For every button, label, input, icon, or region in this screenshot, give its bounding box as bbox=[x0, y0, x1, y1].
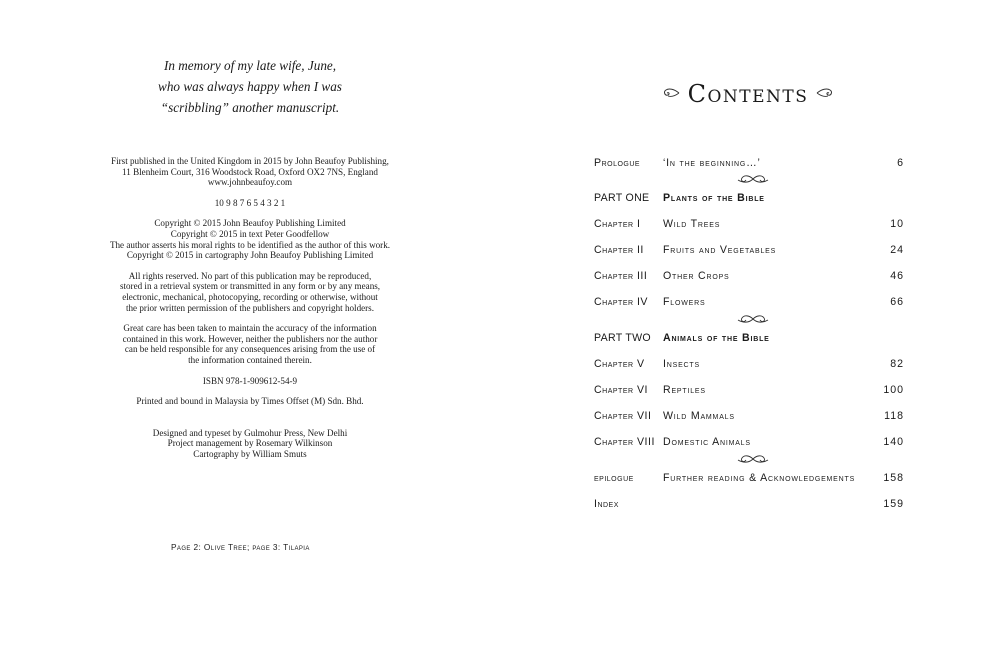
dedication-line: who was always happy when I was bbox=[158, 79, 342, 94]
imprint-line: The author asserts his moral rights to be identified as the author of this work. bbox=[109, 239, 391, 250]
toc-entry-chapter-3[interactable] bbox=[594, 270, 904, 286]
disclaimer-block bbox=[90, 323, 410, 365]
toc-label: Chapter II bbox=[594, 244, 644, 256]
imprint-line: Designed and typeset by Gulmohur Press, New Delhi bbox=[152, 427, 348, 438]
toc-label: Prologue bbox=[594, 157, 641, 169]
isbn: ISBN 978-1-909612-54-9 bbox=[202, 375, 298, 386]
toc-entry-part-two[interactable] bbox=[594, 332, 904, 348]
toc-label: PART ONE bbox=[594, 192, 650, 204]
toc-entry-part-one[interactable] bbox=[594, 192, 904, 208]
imprint-line: 11 Blenheim Court, 316 Woodstock Road, Oxford OX2 7NS, England bbox=[122, 166, 378, 177]
imprint-line: Project management by Rosemary Wilkinson bbox=[167, 438, 333, 449]
toc-entry-chapter-7[interactable] bbox=[594, 410, 904, 426]
imprint-line: stored in a retrieval system or transmitted in any form or by any means, bbox=[119, 281, 381, 292]
toc-title: Further reading & Acknowledgements bbox=[663, 472, 856, 484]
imprint-line: All rights reserved. No part of this publication may be reproduced, bbox=[128, 270, 372, 281]
right-page bbox=[498, 0, 996, 647]
imprint-line: Great care has been taken to maintain the accuracy of the information bbox=[123, 323, 377, 334]
section-ornament-icon bbox=[735, 454, 771, 464]
toc-page-number: 118 bbox=[884, 410, 904, 422]
toc-entry-chapter-2[interactable] bbox=[594, 244, 904, 260]
toc-title: Plants of the Bible bbox=[663, 192, 765, 204]
toc-title: Wild Trees bbox=[663, 218, 721, 230]
printing-line: 10 9 8 7 6 5 4 3 2 1 bbox=[214, 197, 286, 208]
section-ornament-icon bbox=[735, 174, 771, 184]
toc-page-number: 100 bbox=[883, 384, 904, 396]
toc-entry-chapter-8[interactable] bbox=[594, 436, 904, 452]
toc-title: Wild Mammals bbox=[663, 410, 735, 422]
imprint-line: Copyright © 2015 in text Peter Goodfellow bbox=[170, 228, 330, 239]
toc-title: Reptiles bbox=[663, 384, 706, 396]
toc-label: Chapter III bbox=[594, 270, 648, 282]
imprint-line: Copyright © 2015 John Beaufoy Publishing Limited bbox=[154, 218, 346, 229]
contents-title: Contents bbox=[687, 80, 809, 108]
toc-label: epilogue bbox=[594, 472, 634, 484]
rights-block bbox=[90, 271, 410, 313]
imprint-line: Cartography by William Smuts bbox=[193, 448, 307, 459]
picture-caption: Page 2: Olive Tree; page 3: Tilapia bbox=[171, 542, 310, 552]
imprint-line: electronic, mechanical, photocopying, recording or otherwise, without bbox=[122, 291, 378, 302]
toc-page-number: 66 bbox=[890, 296, 904, 308]
imprint-line: Copyright © 2015 in cartography John Beaufoy Publishing Limited bbox=[126, 250, 374, 261]
imprint-line: can be held responsible for any consequences arising from the use of bbox=[124, 344, 376, 355]
toc-page-number: 24 bbox=[890, 244, 904, 256]
right-flourish-icon bbox=[816, 87, 834, 99]
toc-page-number: 158 bbox=[883, 472, 904, 484]
publisher-block bbox=[90, 156, 410, 188]
toc-title: Fruits and Vegetables bbox=[663, 244, 777, 256]
imprint-line: www.johnbeaufoy.com bbox=[207, 177, 293, 188]
toc-label: Chapter V bbox=[594, 358, 645, 370]
imprint-line: the prior written permission of the publishers and copyright holders. bbox=[125, 302, 374, 313]
toc-title: Flowers bbox=[663, 296, 706, 308]
toc-entry-index[interactable] bbox=[594, 498, 904, 514]
toc-page-number: 46 bbox=[890, 270, 904, 282]
toc-entry-prologue[interactable] bbox=[594, 157, 904, 173]
credits-block bbox=[90, 428, 410, 460]
imprint-line: First published in the United Kingdom in 2015 by John Beaufoy Publishing, bbox=[111, 156, 389, 166]
toc-entry-epilogue[interactable] bbox=[594, 472, 904, 488]
section-ornament-icon bbox=[735, 314, 771, 324]
toc-entry-chapter-5[interactable] bbox=[594, 358, 904, 374]
printer-line: Printed and bound in Malaysia by Times Offset (M) Sdn. Bhd. bbox=[136, 396, 364, 407]
toc-title: Domestic Animals bbox=[663, 436, 751, 448]
left-flourish-icon bbox=[662, 87, 680, 99]
copyright-block bbox=[90, 218, 410, 260]
toc-entry-chapter-1[interactable] bbox=[594, 218, 904, 234]
toc-label: Chapter VII bbox=[594, 410, 652, 422]
toc-label: Chapter VIII bbox=[594, 436, 655, 448]
toc-title: ‘In the beginning…’ bbox=[663, 157, 761, 169]
toc-page-number: 6 bbox=[897, 157, 904, 169]
toc-label: Chapter I bbox=[594, 218, 641, 230]
toc-title: Insects bbox=[663, 358, 700, 370]
toc-title: Animals of the Bible bbox=[663, 332, 770, 344]
imprint-line: the information contained therein. bbox=[188, 354, 312, 365]
toc-title: Other Crops bbox=[663, 270, 730, 282]
toc-label: Chapter VI bbox=[594, 384, 648, 396]
toc-label: PART TWO bbox=[594, 332, 651, 344]
toc-page-number: 82 bbox=[890, 358, 904, 370]
dedication bbox=[100, 55, 400, 118]
imprint bbox=[90, 156, 410, 459]
dedication-line: In memory of my late wife, June, bbox=[163, 58, 337, 73]
contents-heading bbox=[658, 76, 838, 112]
toc-page-number: 159 bbox=[883, 498, 904, 510]
dedication-line: “scribbling” another manuscript. bbox=[160, 100, 340, 115]
toc-entry-chapter-6[interactable] bbox=[594, 384, 904, 400]
toc-entry-chapter-4[interactable] bbox=[594, 296, 904, 312]
toc-label: Index bbox=[594, 498, 619, 510]
toc-page-number: 140 bbox=[883, 436, 904, 448]
imprint-line: contained in this work. However, neither the publishers nor the author bbox=[122, 333, 378, 344]
toc-page-number: 10 bbox=[890, 218, 904, 230]
toc-label: Chapter IV bbox=[594, 296, 648, 308]
